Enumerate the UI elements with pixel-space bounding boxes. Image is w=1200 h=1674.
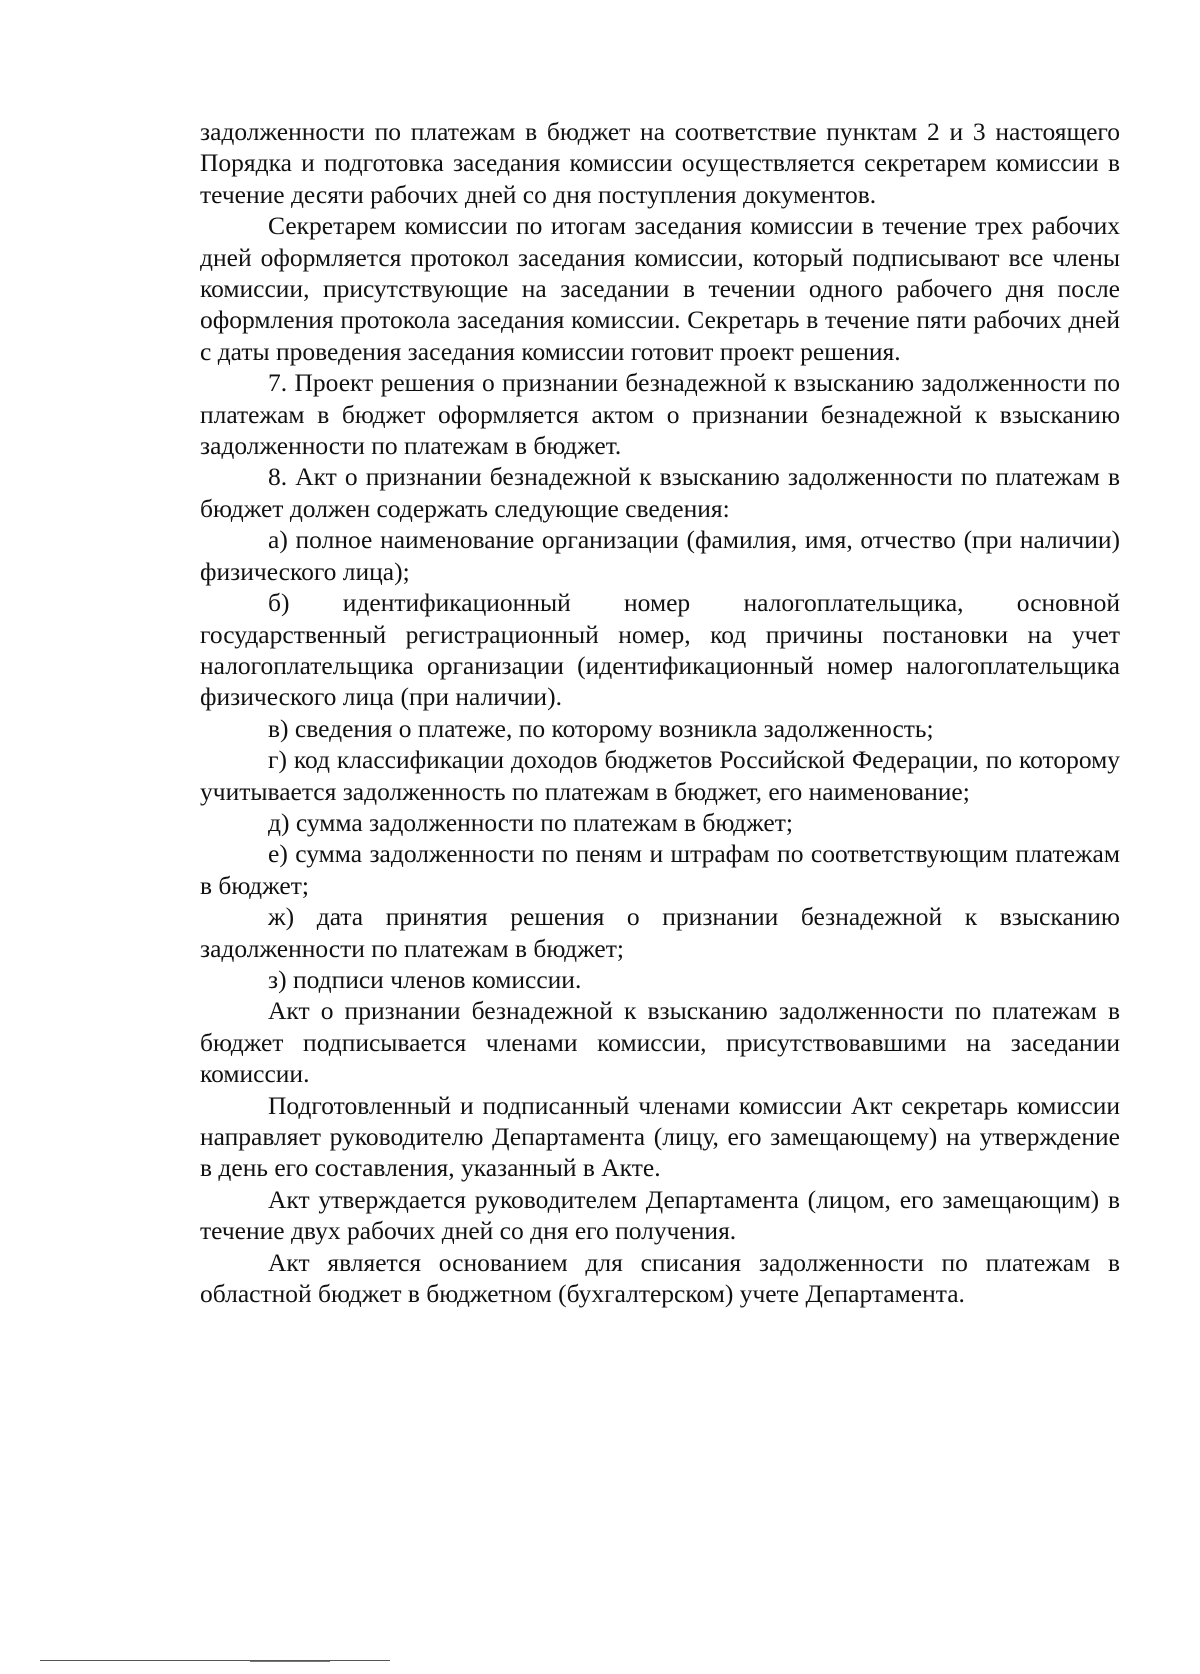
list-item: в) сведения о платеже, по которому возникла задолженность;: [268, 713, 934, 743]
paragraph: Акт утверждается руководителем Департамента (лицом, его замещающим) в течение двух рабочих дней со дня его получения.: [200, 1184, 1120, 1246]
list-item: з) подписи членов комиссии.: [268, 964, 582, 994]
document-body: [200, 116, 1120, 1309]
scan-artifact-line: [250, 1661, 330, 1662]
list-item: ж) дата принятия решения о признании безнадежной к взысканию задолженности по платежам в бюджет;: [200, 902, 1120, 963]
list-item: а) полное наименование организации (фамилия, имя, отчество (при наличии) физического лица);: [200, 525, 1120, 586]
paragraph: Акт является основанием для списания задолженности по платежам в областной бюджет в бюджетном (бухгалтерском) учете Департамента.: [200, 1247, 1120, 1309]
paragraph: задолженности по платежам в бюджет на соответствие пунктам 2 и 3 настоящего Порядка и подготовка заседания комиссии осуществляется секретарем комиссии в течение десяти рабочих дней со дня поступления документов.: [200, 117, 1120, 209]
list-item: г) код классификации доходов бюджетов Российской Федерации, по которому учитывается задолженность по платежам в бюджет, его наименование;: [200, 745, 1120, 806]
list-item: б) идентификационный номер налогоплательщика, основной государственный регистрационный номер, код причины постановки на учет налогоплательщика организации (идентификационный номер налогоплательщика физического лица (при наличии).: [200, 588, 1120, 712]
paragraph: 7. Проект решения о признании безнадежной к взысканию задолженности по платежам в бюджет оформляется актом о признании безнадежной к взысканию задолженности по платежам в бюджет.: [200, 368, 1120, 461]
paragraph: 8. Акт о признании безнадежной к взысканию задолженности по платежам в бюджет должен содержать следующие сведения:: [200, 462, 1120, 523]
paragraph: Подготовленный и подписанный членами комиссии Акт секретарь комиссии направляет руководителю Департамента (лицу, его замещающему) на утверждение в день его составления, указанный в Акте.: [200, 1090, 1120, 1183]
list-item: е) сумма задолженности по пеням и штрафам по соответствующим платежам в бюджет;: [200, 839, 1120, 900]
scan-artifact-line: [40, 1660, 390, 1661]
paragraph: Акт о признании безнадежной к взысканию задолженности по платежам в бюджет подписывается членами комиссии, присутствовавшими на заседании комиссии.: [200, 996, 1120, 1089]
list-item: д) сумма задолженности по платежам в бюджет;: [268, 807, 793, 837]
paragraph: Секретарем комиссии по итогам заседания комиссии в течение трех рабочих дней оформляется протокол заседания комиссии, который подписывают все члены комиссии, присутствующие на заседании в течении одного рабочего дня после оформления протокола заседания комиссии. Секретарь в течение пяти рабочих дней с даты проведения заседания комиссии готовит проект решения.: [200, 211, 1120, 366]
